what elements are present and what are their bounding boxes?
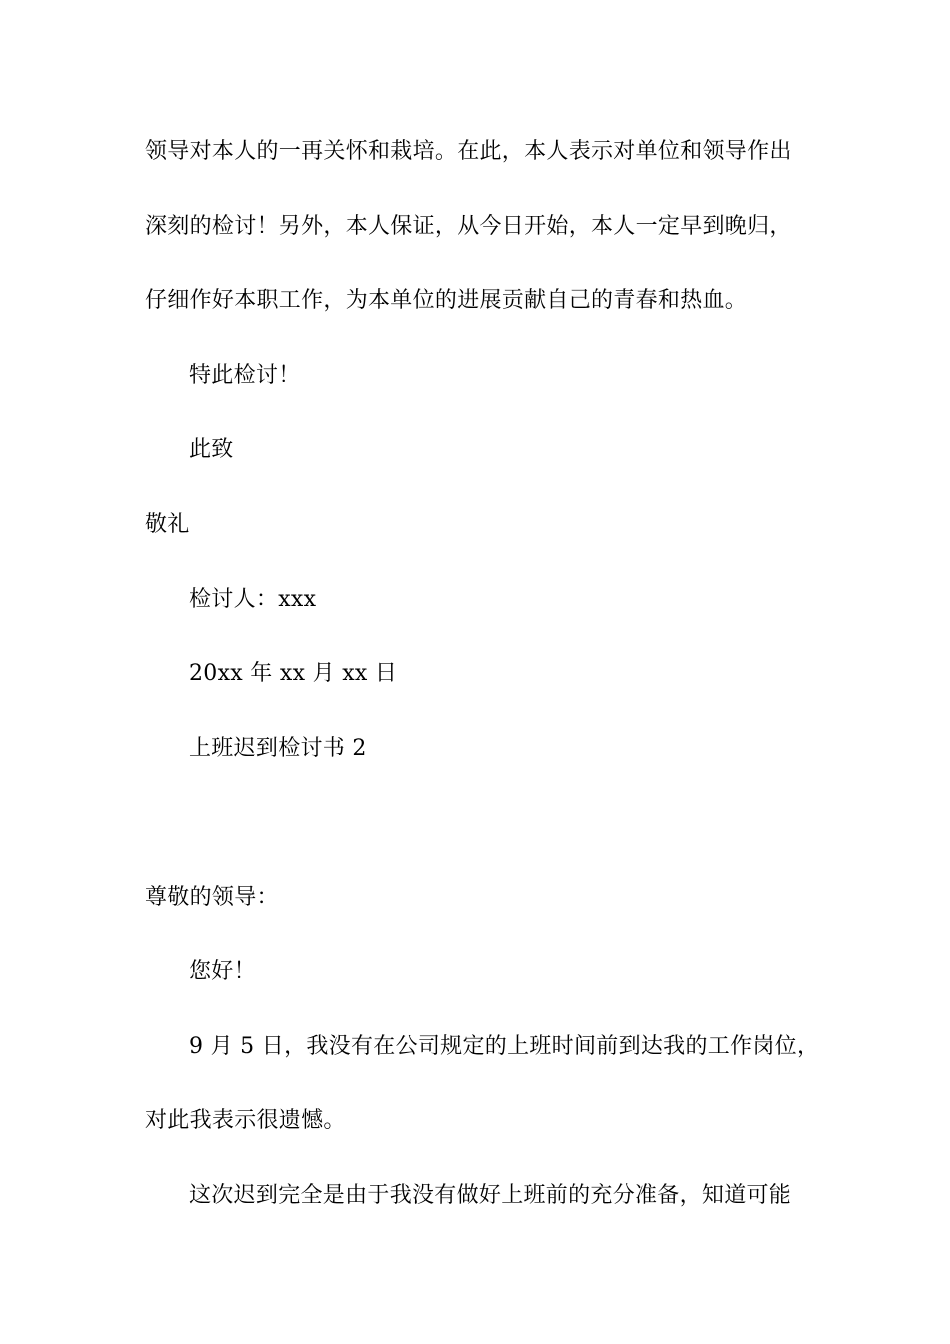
section-title: 上班迟到检讨书 2 xyxy=(189,736,367,761)
closing-statement: 特此检讨！ xyxy=(189,363,301,388)
paragraph-line: 这次迟到完全是由于我没有做好上班前的充分准备，知道可能 xyxy=(189,1183,792,1208)
hello-line: 您好！ xyxy=(189,959,256,984)
salutation-line: 此致 xyxy=(189,437,234,462)
paragraph-line: 深刻的检讨！另外，本人保证，从今日开始，本人一定早到晚归， xyxy=(145,214,792,239)
paragraph-line: 9 月 5 日，我没有在公司规定的上班时间前到达我的工作岗位， xyxy=(189,1034,820,1059)
paragraph-line: 仔细作好本职工作，为本单位的进展贡献自己的青春和热血。 xyxy=(145,288,748,313)
date-line: 20xx 年 xx 月 xx 日 xyxy=(189,661,398,686)
paragraph-line: 对此我表示很遗憾。 xyxy=(145,1108,346,1133)
greeting-line: 尊敬的领导： xyxy=(145,885,279,910)
paragraph-line: 领导对本人的一再关怀和栽培。在此，本人表示对单位和领导作出 xyxy=(145,139,792,164)
signer-line: 检讨人：xxx xyxy=(189,587,317,612)
salutation-line: 敬礼 xyxy=(145,512,190,537)
